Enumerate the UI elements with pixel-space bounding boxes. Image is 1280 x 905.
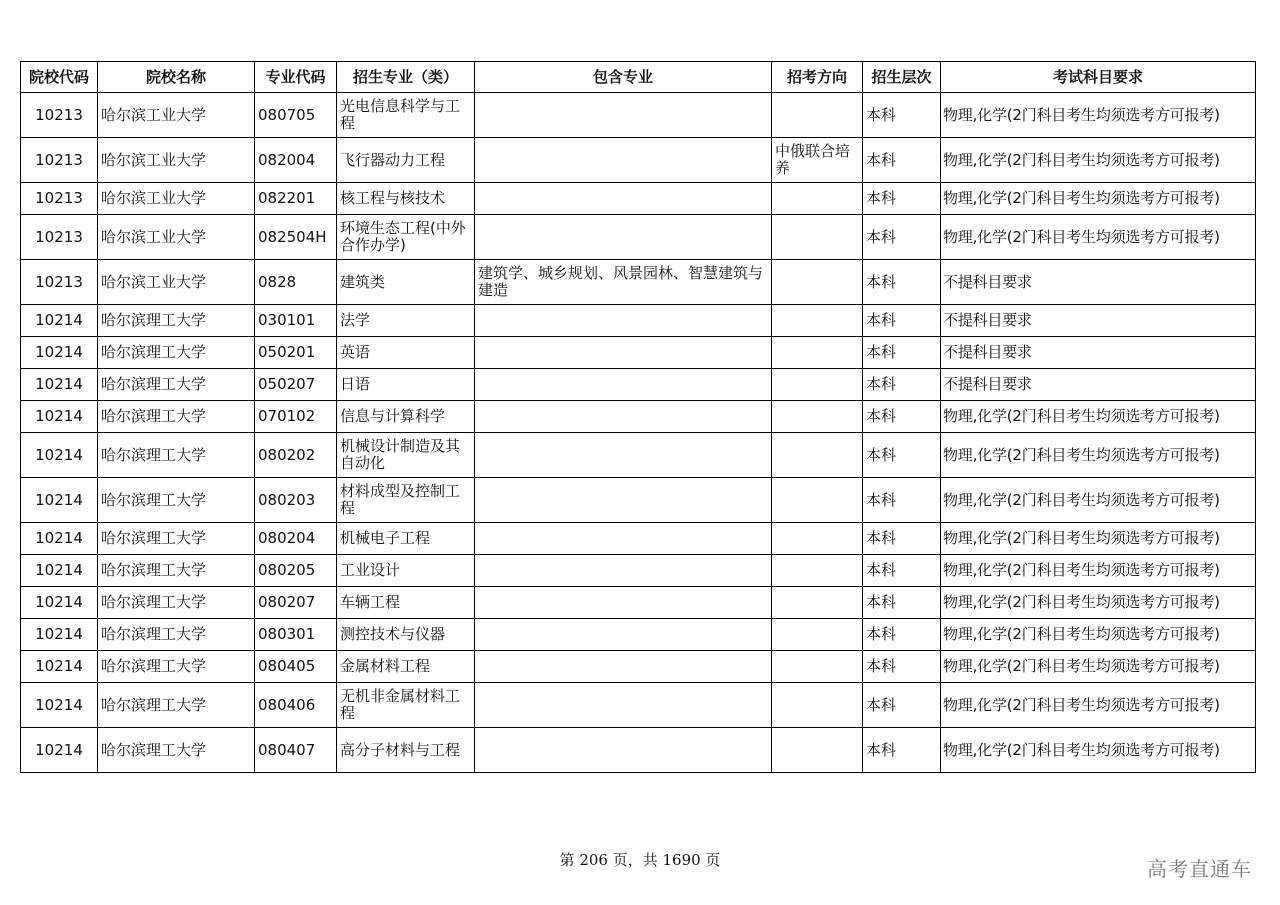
table-cell bbox=[772, 619, 863, 651]
table-cell bbox=[772, 478, 863, 523]
table-cell: 080705 bbox=[255, 93, 337, 138]
table-cell: 本科 bbox=[863, 555, 941, 587]
table-cell: 哈尔滨理工大学 bbox=[98, 401, 255, 433]
table-cell bbox=[772, 369, 863, 401]
table-cell: 工业设计 bbox=[337, 555, 475, 587]
table-cell: 物理,化学(2门科目考生均须选考方可报考) bbox=[941, 619, 1256, 651]
table-cell: 050207 bbox=[255, 369, 337, 401]
header-direction: 招考方向 bbox=[772, 62, 863, 93]
table-cell: 车辆工程 bbox=[337, 587, 475, 619]
table-cell: 英语 bbox=[337, 337, 475, 369]
table-cell: 不提科目要求 bbox=[941, 369, 1256, 401]
table-row bbox=[21, 183, 1256, 215]
table-row bbox=[21, 728, 1256, 773]
table-cell bbox=[772, 260, 863, 305]
table-cell bbox=[475, 683, 772, 728]
table-cell: 10214 bbox=[21, 587, 98, 619]
table-cell: 本科 bbox=[863, 401, 941, 433]
table-cell: 082504H bbox=[255, 215, 337, 260]
table-cell: 本科 bbox=[863, 183, 941, 215]
table-cell: 日语 bbox=[337, 369, 475, 401]
table-cell bbox=[475, 215, 772, 260]
table-cell: 本科 bbox=[863, 728, 941, 773]
table-cell: 物理,化学(2门科目考生均须选考方可报考) bbox=[941, 651, 1256, 683]
table-cell: 哈尔滨理工大学 bbox=[98, 433, 255, 478]
table-cell: 本科 bbox=[863, 587, 941, 619]
table-cell: 无机非金属材料工程 bbox=[337, 683, 475, 728]
table-cell: 080205 bbox=[255, 555, 337, 587]
table-cell bbox=[772, 683, 863, 728]
table-cell: 哈尔滨理工大学 bbox=[98, 587, 255, 619]
table-cell: 080407 bbox=[255, 728, 337, 773]
table-cell bbox=[772, 305, 863, 337]
header-school-code: 院校代码 bbox=[21, 62, 98, 93]
table-cell bbox=[772, 93, 863, 138]
table-cell: 10214 bbox=[21, 401, 98, 433]
table-header-row bbox=[21, 62, 1256, 93]
table-cell: 10214 bbox=[21, 651, 98, 683]
table-cell: 070102 bbox=[255, 401, 337, 433]
watermark: 高考直通车 bbox=[1147, 857, 1252, 881]
table-cell: 物理,化学(2门科目考生均须选考方可报考) bbox=[941, 587, 1256, 619]
table-cell: 哈尔滨理工大学 bbox=[98, 337, 255, 369]
table-cell: 哈尔滨工业大学 bbox=[98, 138, 255, 183]
table-cell bbox=[475, 93, 772, 138]
table-cell: 本科 bbox=[863, 478, 941, 523]
table-cell: 10214 bbox=[21, 478, 98, 523]
table-cell: 082201 bbox=[255, 183, 337, 215]
header-subject-requirements: 考试科目要求 bbox=[941, 62, 1256, 93]
table-row bbox=[21, 651, 1256, 683]
table-cell: 不提科目要求 bbox=[941, 260, 1256, 305]
table-cell bbox=[475, 369, 772, 401]
table-row bbox=[21, 555, 1256, 587]
table-cell: 030101 bbox=[255, 305, 337, 337]
table-cell: 080204 bbox=[255, 523, 337, 555]
table-cell: 本科 bbox=[863, 215, 941, 260]
table-cell: 核工程与核技术 bbox=[337, 183, 475, 215]
table-cell: 哈尔滨理工大学 bbox=[98, 478, 255, 523]
table-cell: 机械电子工程 bbox=[337, 523, 475, 555]
table-cell: 10214 bbox=[21, 433, 98, 478]
table-cell: 中俄联合培养 bbox=[772, 138, 863, 183]
table-cell: 10214 bbox=[21, 728, 98, 773]
table-cell bbox=[772, 401, 863, 433]
table-cell: 10213 bbox=[21, 93, 98, 138]
table-cell: 物理,化学(2门科目考生均须选考方可报考) bbox=[941, 478, 1256, 523]
table-cell: 本科 bbox=[863, 260, 941, 305]
table-row bbox=[21, 260, 1256, 305]
table-cell: 高分子材料与工程 bbox=[337, 728, 475, 773]
table-cell: 10214 bbox=[21, 619, 98, 651]
table-cell: 光电信息科学与工程 bbox=[337, 93, 475, 138]
table-cell: 飞行器动力工程 bbox=[337, 138, 475, 183]
table-row bbox=[21, 401, 1256, 433]
table-cell: 物理,化学(2门科目考生均须选考方可报考) bbox=[941, 683, 1256, 728]
table-cell: 物理,化学(2门科目考生均须选考方可报考) bbox=[941, 555, 1256, 587]
table-cell bbox=[475, 138, 772, 183]
header-major: 招生专业（类） bbox=[337, 62, 475, 93]
table-cell: 信息与计算科学 bbox=[337, 401, 475, 433]
table-row bbox=[21, 619, 1256, 651]
table-cell: 10213 bbox=[21, 183, 98, 215]
table-cell: 物理,化学(2门科目考生均须选考方可报考) bbox=[941, 183, 1256, 215]
table-cell bbox=[475, 523, 772, 555]
table-cell bbox=[772, 587, 863, 619]
table-cell: 080405 bbox=[255, 651, 337, 683]
table-cell: 哈尔滨理工大学 bbox=[98, 305, 255, 337]
table-cell bbox=[772, 555, 863, 587]
table-cell: 金属材料工程 bbox=[337, 651, 475, 683]
table-cell: 哈尔滨工业大学 bbox=[98, 183, 255, 215]
table-cell bbox=[772, 651, 863, 683]
table-cell: 物理,化学(2门科目考生均须选考方可报考) bbox=[941, 93, 1256, 138]
table-row bbox=[21, 587, 1256, 619]
table-cell bbox=[475, 183, 772, 215]
table-cell: 物理,化学(2门科目考生均须选考方可报考) bbox=[941, 728, 1256, 773]
table-cell bbox=[475, 728, 772, 773]
table-cell: 哈尔滨理工大学 bbox=[98, 523, 255, 555]
table-cell: 10214 bbox=[21, 305, 98, 337]
table-cell: 080207 bbox=[255, 587, 337, 619]
table-cell: 物理,化学(2门科目考生均须选考方可报考) bbox=[941, 401, 1256, 433]
table-cell: 10214 bbox=[21, 523, 98, 555]
header-major-code: 专业代码 bbox=[255, 62, 337, 93]
table-cell: 环境生态工程(中外合作办学) bbox=[337, 215, 475, 260]
table-cell: 本科 bbox=[863, 619, 941, 651]
table-cell: 建筑学、城乡规划、风景园林、智慧建筑与建造 bbox=[475, 260, 772, 305]
table-cell: 哈尔滨理工大学 bbox=[98, 369, 255, 401]
table-cell: 10213 bbox=[21, 260, 98, 305]
table-row bbox=[21, 337, 1256, 369]
table-row bbox=[21, 305, 1256, 337]
table-cell: 不提科目要求 bbox=[941, 337, 1256, 369]
table-cell bbox=[772, 728, 863, 773]
table-row bbox=[21, 93, 1256, 138]
header-school-name: 院校名称 bbox=[98, 62, 255, 93]
table-cell: 哈尔滨工业大学 bbox=[98, 93, 255, 138]
table-cell: 本科 bbox=[863, 651, 941, 683]
table-cell bbox=[475, 305, 772, 337]
table-cell: 哈尔滨工业大学 bbox=[98, 215, 255, 260]
table-cell bbox=[475, 401, 772, 433]
table-cell bbox=[772, 523, 863, 555]
table-cell: 哈尔滨理工大学 bbox=[98, 683, 255, 728]
table-cell: 哈尔滨理工大学 bbox=[98, 619, 255, 651]
header-included-majors: 包含专业 bbox=[475, 62, 772, 93]
table-cell bbox=[475, 555, 772, 587]
table-row bbox=[21, 478, 1256, 523]
table-cell: 10214 bbox=[21, 337, 98, 369]
table-cell: 082004 bbox=[255, 138, 337, 183]
admissions-table bbox=[20, 61, 1256, 773]
table-cell bbox=[475, 337, 772, 369]
table-cell: 10214 bbox=[21, 369, 98, 401]
table-cell: 10213 bbox=[21, 215, 98, 260]
table-cell: 10213 bbox=[21, 138, 98, 183]
table-row bbox=[21, 215, 1256, 260]
table-cell: 080202 bbox=[255, 433, 337, 478]
table-cell bbox=[772, 183, 863, 215]
table-row bbox=[21, 138, 1256, 183]
table-cell bbox=[772, 215, 863, 260]
header-level: 招生层次 bbox=[863, 62, 941, 93]
table-cell bbox=[475, 619, 772, 651]
table-cell: 本科 bbox=[863, 523, 941, 555]
table-cell: 080203 bbox=[255, 478, 337, 523]
table-cell: 物理,化学(2门科目考生均须选考方可报考) bbox=[941, 523, 1256, 555]
table-cell: 哈尔滨理工大学 bbox=[98, 728, 255, 773]
table-cell bbox=[475, 651, 772, 683]
table-cell: 本科 bbox=[863, 683, 941, 728]
table-cell: 0828 bbox=[255, 260, 337, 305]
table-cell: 哈尔滨理工大学 bbox=[98, 651, 255, 683]
table-cell: 10214 bbox=[21, 555, 98, 587]
table-cell bbox=[772, 433, 863, 478]
table-cell bbox=[475, 478, 772, 523]
table-cell: 本科 bbox=[863, 433, 941, 478]
table-row bbox=[21, 369, 1256, 401]
table-cell: 物理,化学(2门科目考生均须选考方可报考) bbox=[941, 215, 1256, 260]
table-cell: 080406 bbox=[255, 683, 337, 728]
table-row bbox=[21, 523, 1256, 555]
page-number: 第 206 页，共 1690 页 bbox=[559, 851, 721, 869]
table-cell: 物理,化学(2门科目考生均须选考方可报考) bbox=[941, 138, 1256, 183]
table-cell: 建筑类 bbox=[337, 260, 475, 305]
table-cell: 10214 bbox=[21, 683, 98, 728]
table-cell bbox=[772, 337, 863, 369]
table-cell: 本科 bbox=[863, 369, 941, 401]
table-cell: 物理,化学(2门科目考生均须选考方可报考) bbox=[941, 433, 1256, 478]
table-cell: 哈尔滨工业大学 bbox=[98, 260, 255, 305]
table-cell: 080301 bbox=[255, 619, 337, 651]
table-row bbox=[21, 433, 1256, 478]
table-cell: 050201 bbox=[255, 337, 337, 369]
table-cell: 本科 bbox=[863, 305, 941, 337]
table-body bbox=[21, 93, 1256, 773]
table-cell: 不提科目要求 bbox=[941, 305, 1256, 337]
table-cell: 本科 bbox=[863, 93, 941, 138]
table-cell bbox=[475, 587, 772, 619]
table-cell: 材料成型及控制工程 bbox=[337, 478, 475, 523]
table-cell: 本科 bbox=[863, 138, 941, 183]
table-row bbox=[21, 683, 1256, 728]
table-cell: 机械设计制造及其自动化 bbox=[337, 433, 475, 478]
table-cell: 法学 bbox=[337, 305, 475, 337]
table-cell: 哈尔滨理工大学 bbox=[98, 555, 255, 587]
table-cell: 本科 bbox=[863, 337, 941, 369]
table-cell bbox=[475, 433, 772, 478]
table-cell: 测控技术与仪器 bbox=[337, 619, 475, 651]
